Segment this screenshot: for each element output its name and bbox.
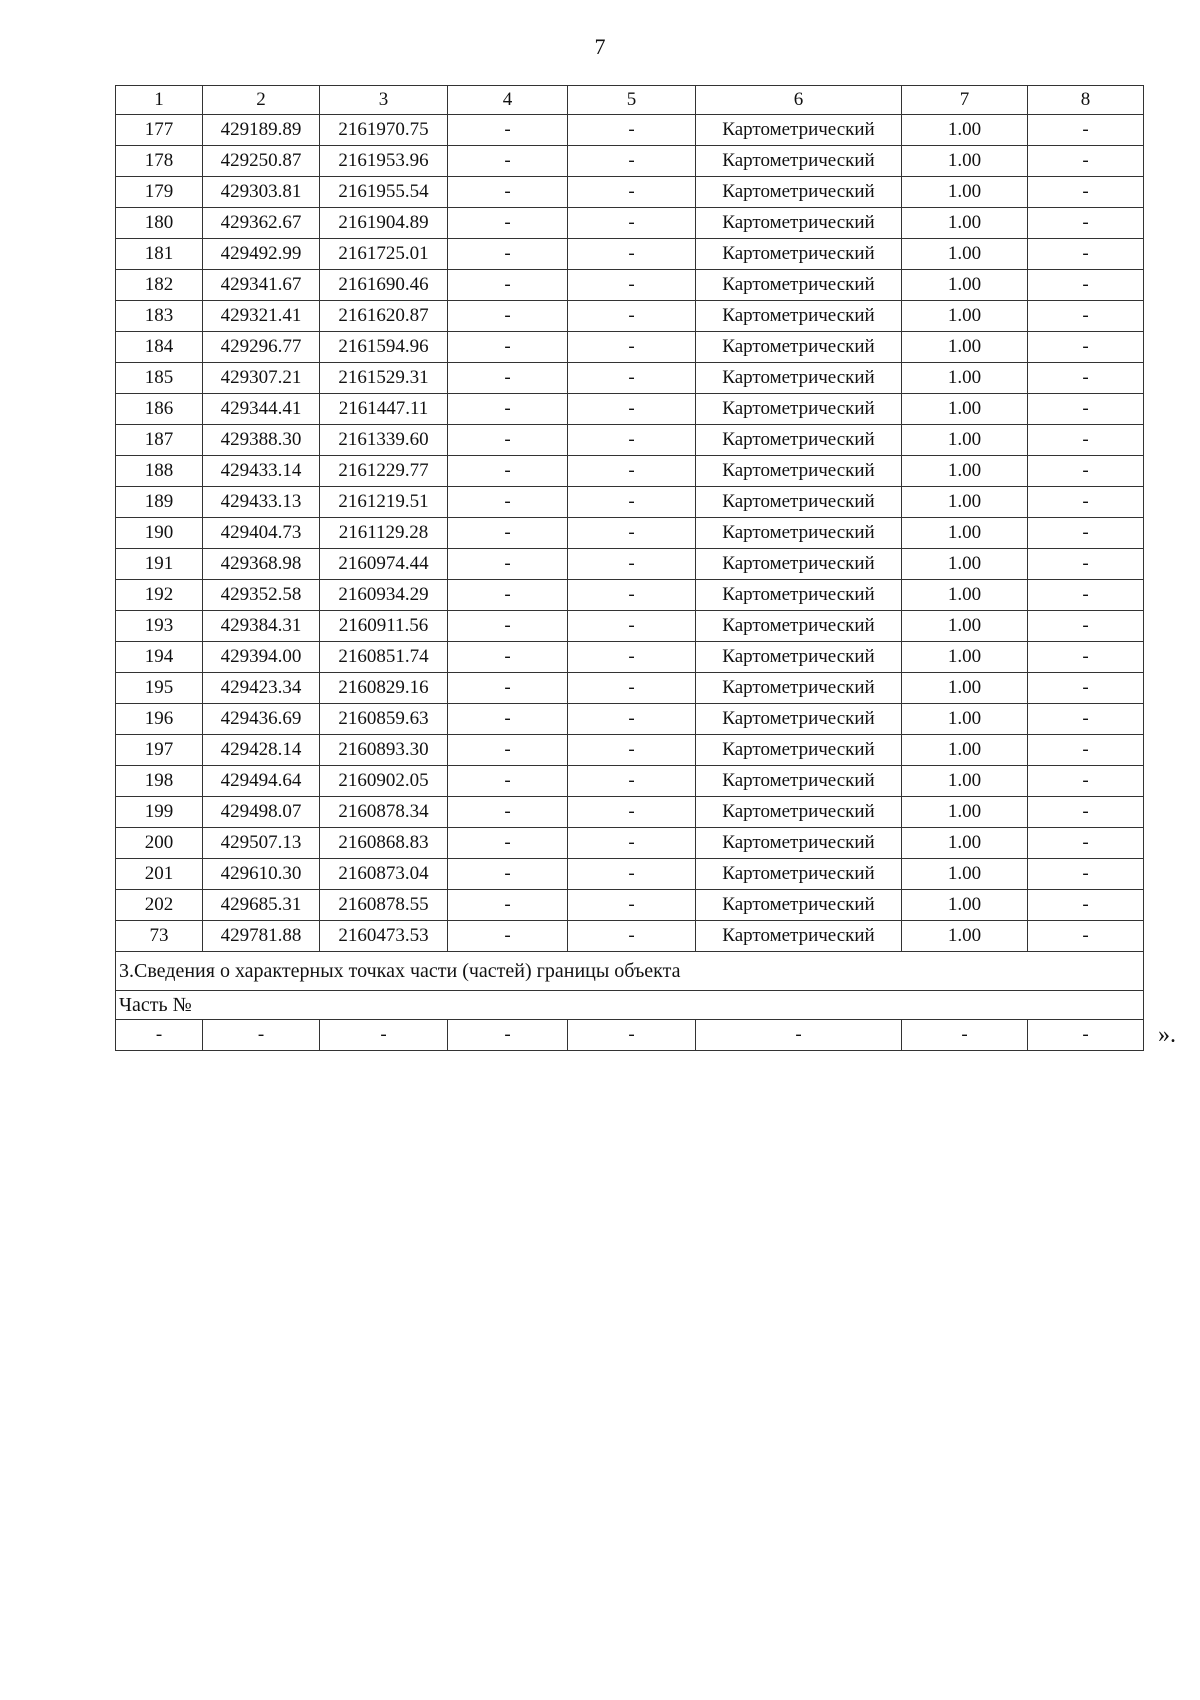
table-header-row: [116, 86, 1144, 115]
table-cell: 429321.41: [203, 301, 320, 332]
table-cell: Картометрический: [696, 239, 902, 270]
table-cell: 2160878.55: [320, 890, 448, 921]
table-cell: -: [448, 549, 568, 580]
table-cell: 1.00: [902, 270, 1028, 301]
table-cell: Картометрический: [696, 332, 902, 363]
table-cell: -: [568, 673, 696, 704]
table-cell: -: [448, 611, 568, 642]
table-cell: 192: [116, 580, 203, 611]
table-cell: 2161690.46: [320, 270, 448, 301]
table-cell: 2161955.54: [320, 177, 448, 208]
table-cell: 189: [116, 487, 203, 518]
table-cell: -: [448, 518, 568, 549]
table-cell: -: [116, 1020, 203, 1051]
table-cell: -: [568, 332, 696, 363]
table-cell: -: [1028, 890, 1144, 921]
table-cell: 2161970.75: [320, 115, 448, 146]
table-cell: -: [448, 797, 568, 828]
table-cell: 195: [116, 673, 203, 704]
table-cell: 429394.00: [203, 642, 320, 673]
table-cell: 178: [116, 146, 203, 177]
table-row: [116, 208, 1144, 239]
table-cell: 429498.07: [203, 797, 320, 828]
table-row: [116, 301, 1144, 332]
table-row: [116, 239, 1144, 270]
table-cell: 1.00: [902, 704, 1028, 735]
table-cell: 2161529.31: [320, 363, 448, 394]
table-cell: 2161904.89: [320, 208, 448, 239]
table-cell: 1.00: [902, 332, 1028, 363]
table-cell: Картометрический: [696, 735, 902, 766]
table-cell: 2160934.29: [320, 580, 448, 611]
table-cell: -: [448, 146, 568, 177]
table-cell: -: [568, 797, 696, 828]
table-row: [116, 735, 1144, 766]
table-row: [116, 146, 1144, 177]
table-cell: -: [448, 332, 568, 363]
table-row: [116, 797, 1144, 828]
section-title-row: [116, 952, 1144, 991]
table-cell: -: [448, 208, 568, 239]
table-cell: -: [1028, 487, 1144, 518]
table-cell: 429404.73: [203, 518, 320, 549]
table-cell: 429250.87: [203, 146, 320, 177]
table-cell: 180: [116, 208, 203, 239]
table-cell: -: [902, 1020, 1028, 1051]
table-cell: 1.00: [902, 735, 1028, 766]
closing-quote-mark: ».: [1158, 1022, 1176, 1048]
table-cell: 2160878.34: [320, 797, 448, 828]
table-cell: Картометрический: [696, 642, 902, 673]
column-header: 5: [568, 86, 696, 115]
table-cell: -: [568, 270, 696, 301]
table-row: [116, 177, 1144, 208]
table-cell: 201: [116, 859, 203, 890]
page-number: 7: [594, 34, 606, 59]
table-cell: 2161725.01: [320, 239, 448, 270]
table-cell: Картометрический: [696, 301, 902, 332]
table-cell: -: [568, 146, 696, 177]
table-row: [116, 487, 1144, 518]
table-row: [116, 704, 1144, 735]
table-row: [116, 456, 1144, 487]
table-cell: -: [448, 735, 568, 766]
table-cell: -: [448, 115, 568, 146]
table-cell: -: [568, 735, 696, 766]
table-cell: -: [1028, 921, 1144, 952]
table-row: [116, 332, 1144, 363]
column-header: 7: [902, 86, 1028, 115]
table-cell: 2160473.53: [320, 921, 448, 952]
table-cell: -: [1028, 611, 1144, 642]
table-cell: 1.00: [902, 115, 1028, 146]
table-cell: -: [448, 363, 568, 394]
table-cell: 2160902.05: [320, 766, 448, 797]
table-cell: 429341.67: [203, 270, 320, 301]
table-cell: 193: [116, 611, 203, 642]
table-cell: 429494.64: [203, 766, 320, 797]
table-cell: Картометрический: [696, 859, 902, 890]
table-cell: Картометрический: [696, 549, 902, 580]
table-cell: -: [320, 1020, 448, 1051]
table-cell: 429433.13: [203, 487, 320, 518]
part-label-row: [116, 991, 1144, 1020]
table-cell: 2161620.87: [320, 301, 448, 332]
table-cell: Картометрический: [696, 673, 902, 704]
table-cell: -: [1028, 580, 1144, 611]
table-cell: Картометрический: [696, 425, 902, 456]
table-cell: Картометрический: [696, 921, 902, 952]
table-cell: 2160829.16: [320, 673, 448, 704]
table-cell: -: [1028, 115, 1144, 146]
table-cell: 198: [116, 766, 203, 797]
table-row: [116, 921, 1144, 952]
table-cell: -: [1028, 208, 1144, 239]
table-cell: 429428.14: [203, 735, 320, 766]
table-cell: -: [1028, 642, 1144, 673]
table-cell: Картометрический: [696, 766, 902, 797]
table-cell: -: [448, 642, 568, 673]
column-header: 1: [116, 86, 203, 115]
table-cell: Картометрический: [696, 270, 902, 301]
table-cell: Картометрический: [696, 797, 902, 828]
table-cell: 202: [116, 890, 203, 921]
table-cell: 186: [116, 394, 203, 425]
table-row: [116, 549, 1144, 580]
table-cell: 2160868.83: [320, 828, 448, 859]
table-cell: -: [1028, 456, 1144, 487]
table-cell: 73: [116, 921, 203, 952]
table-cell: -: [448, 1020, 568, 1051]
table-row: [116, 518, 1144, 549]
table-cell: -: [568, 890, 696, 921]
table-cell: 429423.34: [203, 673, 320, 704]
table-cell: -: [568, 642, 696, 673]
table-cell: 2160893.30: [320, 735, 448, 766]
table-cell: 177: [116, 115, 203, 146]
table-cell: 429436.69: [203, 704, 320, 735]
table-cell: 429781.88: [203, 921, 320, 952]
table-cell: -: [1028, 394, 1144, 425]
table-cell: -: [568, 1020, 696, 1051]
table-cell: 1.00: [902, 363, 1028, 394]
table-cell: 429388.30: [203, 425, 320, 456]
table-cell: -: [568, 208, 696, 239]
table-row: [116, 890, 1144, 921]
table-cell: 1.00: [902, 425, 1028, 456]
table-cell: -: [1028, 332, 1144, 363]
table-cell: 1.00: [902, 394, 1028, 425]
table-row: [116, 642, 1144, 673]
table-cell: -: [568, 177, 696, 208]
column-header: 8: [1028, 86, 1144, 115]
table-cell: -: [568, 549, 696, 580]
table-cell: -: [568, 766, 696, 797]
table-cell: 1.00: [902, 859, 1028, 890]
table-cell: 429307.21: [203, 363, 320, 394]
table-cell: Картометрический: [696, 580, 902, 611]
table-cell: -: [568, 518, 696, 549]
table-cell: -: [448, 487, 568, 518]
table-cell: 182: [116, 270, 203, 301]
table-cell: Картометрический: [696, 704, 902, 735]
table-cell: 2161229.77: [320, 456, 448, 487]
table-cell: -: [448, 301, 568, 332]
table-cell: 1.00: [902, 239, 1028, 270]
table-cell: 429362.67: [203, 208, 320, 239]
table-cell: 429368.98: [203, 549, 320, 580]
table-cell: -: [1028, 673, 1144, 704]
table-cell: -: [448, 394, 568, 425]
table-cell: 2160851.74: [320, 642, 448, 673]
table-cell: -: [1028, 518, 1144, 549]
table-cell: 1.00: [902, 518, 1028, 549]
table-cell: Картометрический: [696, 890, 902, 921]
column-header: 2: [203, 86, 320, 115]
table-cell: -: [568, 363, 696, 394]
table-cell: 191: [116, 549, 203, 580]
table-body: [116, 86, 1144, 1051]
table-row: [116, 394, 1144, 425]
table-row: [116, 425, 1144, 456]
table-cell: -: [568, 301, 696, 332]
table-cell: 1.00: [902, 642, 1028, 673]
table-cell: -: [1028, 859, 1144, 890]
table-cell: -: [568, 456, 696, 487]
table-cell: -: [1028, 549, 1144, 580]
table-cell: Картометрический: [696, 208, 902, 239]
table-cell: 429296.77: [203, 332, 320, 363]
table-cell: 1.00: [902, 921, 1028, 952]
table-row: [116, 270, 1144, 301]
table-cell: 429610.30: [203, 859, 320, 890]
table-cell: 199: [116, 797, 203, 828]
table-cell: Картометрический: [696, 611, 902, 642]
coordinates-table: [115, 85, 1144, 1051]
table-row: [116, 611, 1144, 642]
table-cell: Картометрический: [696, 456, 902, 487]
table-cell: 1.00: [902, 580, 1028, 611]
table-cell: 429344.41: [203, 394, 320, 425]
table-row: [116, 766, 1144, 797]
table-cell: 1.00: [902, 890, 1028, 921]
table-cell: -: [1028, 704, 1144, 735]
table-cell: -: [1028, 146, 1144, 177]
table-cell: 200: [116, 828, 203, 859]
table-cell: 1.00: [902, 487, 1028, 518]
table-cell: 183: [116, 301, 203, 332]
table-cell: -: [568, 580, 696, 611]
table-cell: -: [448, 673, 568, 704]
table-row: [116, 580, 1144, 611]
table-cell: 188: [116, 456, 203, 487]
table-cell: 1.00: [902, 301, 1028, 332]
table-cell: -: [448, 270, 568, 301]
table-cell: 194: [116, 642, 203, 673]
table-cell: 1.00: [902, 766, 1028, 797]
table-cell: -: [448, 859, 568, 890]
table-cell: -: [448, 704, 568, 735]
table-cell: 190: [116, 518, 203, 549]
table-cell: -: [1028, 177, 1144, 208]
table-cell: 2161339.60: [320, 425, 448, 456]
table-cell: -: [1028, 301, 1144, 332]
empty-row: [116, 1020, 1144, 1051]
table-row: [116, 859, 1144, 890]
table-cell: -: [568, 394, 696, 425]
table-cell: -: [568, 239, 696, 270]
table-cell: 1.00: [902, 208, 1028, 239]
table-cell: Картометрический: [696, 828, 902, 859]
table-cell: 2161594.96: [320, 332, 448, 363]
table-cell: 197: [116, 735, 203, 766]
table-cell: -: [448, 890, 568, 921]
table-row: [116, 673, 1144, 704]
table-cell: 1.00: [902, 549, 1028, 580]
table-cell: 1.00: [902, 797, 1028, 828]
table-cell: -: [568, 828, 696, 859]
table-cell: -: [568, 611, 696, 642]
table-cell: 429303.81: [203, 177, 320, 208]
table-row: [116, 115, 1144, 146]
table-cell: 2160974.44: [320, 549, 448, 580]
table-cell: -: [1028, 828, 1144, 859]
table-cell: Картометрический: [696, 518, 902, 549]
table-cell: 181: [116, 239, 203, 270]
table-cell: -: [1028, 239, 1144, 270]
table-cell: 196: [116, 704, 203, 735]
section-title: 3.Сведения о характерных точках части (частей) границы объекта: [116, 952, 1144, 991]
column-header: 3: [320, 86, 448, 115]
table-cell: Картометрический: [696, 177, 902, 208]
table-cell: -: [1028, 1020, 1144, 1051]
table-cell: 184: [116, 332, 203, 363]
table-cell: 429384.31: [203, 611, 320, 642]
table-cell: -: [448, 580, 568, 611]
table-cell: -: [1028, 766, 1144, 797]
table-row: [116, 828, 1144, 859]
table-cell: 2161219.51: [320, 487, 448, 518]
table-cell: -: [568, 425, 696, 456]
table-cell: 429433.14: [203, 456, 320, 487]
table-cell: 185: [116, 363, 203, 394]
table-cell: 2161129.28: [320, 518, 448, 549]
table-cell: 1.00: [902, 673, 1028, 704]
table-cell: Картометрический: [696, 487, 902, 518]
table-cell: 187: [116, 425, 203, 456]
table-cell: 1.00: [902, 828, 1028, 859]
table-cell: 1.00: [902, 456, 1028, 487]
table-cell: Картометрический: [696, 115, 902, 146]
table-cell: 1.00: [902, 611, 1028, 642]
table-cell: 2160873.04: [320, 859, 448, 890]
table-cell: -: [448, 425, 568, 456]
table-cell: -: [1028, 797, 1144, 828]
table-cell: -: [696, 1020, 902, 1051]
table-cell: 1.00: [902, 146, 1028, 177]
table-cell: -: [568, 487, 696, 518]
table-cell: Картометрический: [696, 363, 902, 394]
table-cell: -: [1028, 425, 1144, 456]
table-cell: 179: [116, 177, 203, 208]
table-cell: 429189.89: [203, 115, 320, 146]
table-cell: -: [448, 177, 568, 208]
table-cell: 1.00: [902, 177, 1028, 208]
table-cell: 2161447.11: [320, 394, 448, 425]
column-header: 4: [448, 86, 568, 115]
table-cell: -: [568, 115, 696, 146]
table-cell: 429492.99: [203, 239, 320, 270]
table-cell: 429685.31: [203, 890, 320, 921]
table-cell: -: [568, 704, 696, 735]
table-cell: -: [1028, 270, 1144, 301]
table-cell: Картометрический: [696, 146, 902, 177]
table-cell: -: [1028, 363, 1144, 394]
table-cell: -: [568, 921, 696, 952]
table-cell: 2160911.56: [320, 611, 448, 642]
table-cell: -: [448, 239, 568, 270]
table-cell: -: [1028, 735, 1144, 766]
table-cell: -: [568, 859, 696, 890]
table-cell: -: [448, 766, 568, 797]
table-cell: -: [448, 921, 568, 952]
table-cell: -: [203, 1020, 320, 1051]
table-row: [116, 363, 1144, 394]
table-cell: -: [448, 828, 568, 859]
table-cell: 429507.13: [203, 828, 320, 859]
table-cell: 2160859.63: [320, 704, 448, 735]
table-cell: 2161953.96: [320, 146, 448, 177]
column-header: 6: [696, 86, 902, 115]
table-cell: -: [448, 456, 568, 487]
table-cell: Картометрический: [696, 394, 902, 425]
table-cell: 429352.58: [203, 580, 320, 611]
part-label: Часть №: [116, 991, 1144, 1020]
